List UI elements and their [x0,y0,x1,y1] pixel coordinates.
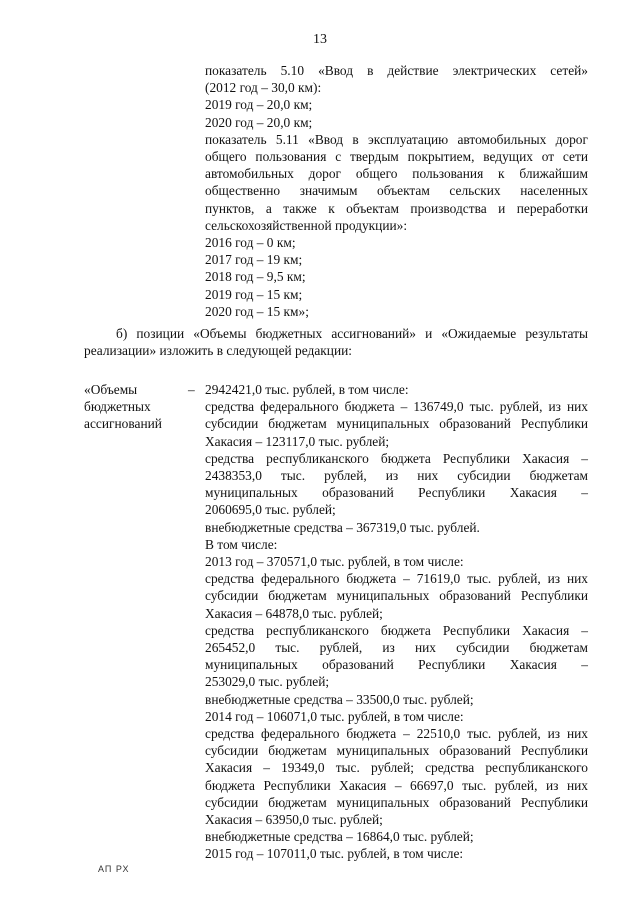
page-number: 13 [313,32,327,47]
value-line: В том числе: [205,536,278,552]
value-line: 2942421,0 тыс. рублей, в том числе: [205,382,409,397]
paragraph-b [84,325,588,359]
value-line: Хакасия – 123117,0 тыс. рублей; [205,433,390,449]
value-line: муниципальных образований Республики Хакасия – [205,485,588,501]
text-line: автомобильных дорог общего пользования к ближайшим [205,166,588,182]
text-line: общественно значимым объектам сельских населенных [205,183,588,199]
paragraph-b-line: реализации» изложить в следующей редакции: [84,343,352,359]
text-line: сельскохозяйственной продукции»: [205,217,408,233]
text-line: 2020 год – 20,0 км; [205,114,313,130]
value-line: 2015 год – 107011,0 тыс. рублей, в том числе: [205,846,464,862]
value-line: муниципальных образований Республики Хакасия – [205,657,588,673]
value-line: субсидии бюджетам муниципальных образований Республики [205,588,588,604]
text-line: 2020 год – 15 км»; [205,303,309,319]
value-line: внебюджетные средства – 367319,0 тыс. рублей. [205,519,480,535]
footer-mark: АП РХ [98,864,130,874]
value-line: 2438353,0 тыс. рублей, из них субсидии бюджетам [205,468,588,484]
value-line: субсидии бюджетам муниципальных образований Республики [205,794,588,810]
label-line: ассигнований [84,416,162,432]
text-line: пунктов, а также к объектам производства и переработки [205,200,588,216]
value-line: субсидии бюджетам муниципальных образований Республики [205,416,588,432]
value-line: 265452,0 тыс. рублей, из них субсидии бюджетам [205,640,588,656]
value-line: 2014 год – 106071,0 тыс. рублей, в том числе: [205,708,464,724]
value-line: внебюджетные средства – 33500,0 тыс. рублей; [205,691,474,707]
label-dash: – [188,382,195,397]
value-line: субсидии бюджетам муниципальных образований Республики [205,743,588,759]
value-line: средства федерального бюджета – 71619,0 тыс. рублей, из них [205,571,588,587]
text-line: показатель 5.11 «Ввод в эксплуатацию автомобильных дорог [205,131,588,147]
text-line: общего пользования с твердым покрытием, ведущих от сети [205,149,588,165]
budget-values [205,381,588,863]
value-line: средства республиканского бюджета Республики Хакасия – [205,450,588,466]
text-line: 2017 год – 19 км; [205,252,303,268]
value-line: бюджета Республики Хакасия – 66697,0 тыс. рублей, из них [205,777,588,793]
value-line: Хакасия – 63950,0 тыс. рублей; [205,812,383,828]
value-line: внебюджетные средства – 16864,0 тыс. рублей; [205,829,474,845]
value-line: Хакасия – 19349,0 тыс. рублей; средства республиканского [205,760,588,776]
value-line: средства республиканского бюджета Республики Хакасия – [205,622,588,638]
text-line: (2012 год – 30,0 км): [205,80,322,96]
text-line: 2018 год – 9,5 км; [205,269,306,285]
value-line: 2060695,0 тыс. рублей; [205,502,336,518]
value-line: Хакасия – 64878,0 тыс. рублей; [205,605,383,621]
text-line: показатель 5.10 «Ввод в действие электрических сетей» [205,63,588,78]
value-line: средства федерального бюджета – 22510,0 тыс. рублей, из них [205,726,588,742]
value-line: средства федерального бюджета – 136749,0 тыс. рублей, из них [205,399,588,415]
paragraph-b-line: б) позиции «Объемы бюджетных ассигнований» и «Ожидаемые результаты [116,326,588,341]
text-line: 2016 год – 0 км; [205,235,296,251]
label-line: «Объемы [84,382,138,397]
label-line: бюджетных [84,399,151,415]
value-line: 253029,0 тыс. рублей; [205,674,330,690]
value-line: 2013 год – 370571,0 тыс. рублей, в том числе: [205,554,464,570]
budget-label [84,381,194,433]
text-line: 2019 год – 15 км; [205,286,303,302]
indicator-list [205,62,588,320]
text-line: 2019 год – 20,0 км; [205,97,313,113]
